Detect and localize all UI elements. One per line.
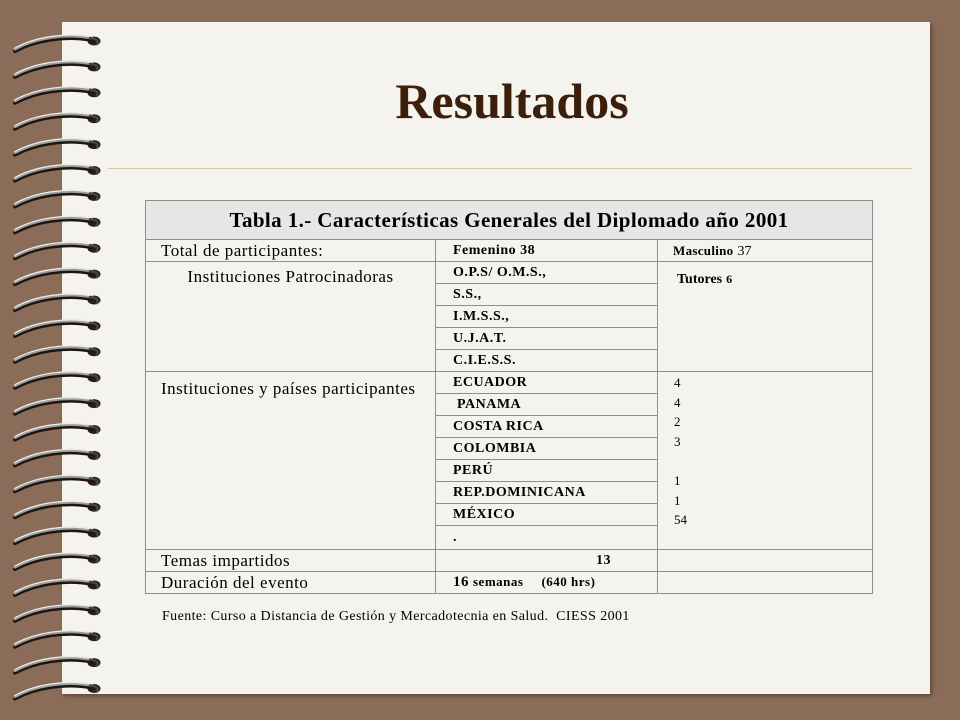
male-label: Masculino (673, 242, 734, 258)
spiral-coil (15, 139, 101, 155)
male-value: 37 (737, 243, 752, 259)
spiral-coil (15, 605, 101, 621)
country-item: COSTA RICA (436, 416, 658, 438)
female-count-cell (436, 240, 658, 262)
sponsor-item: I.M.S.S., (436, 306, 658, 328)
country-count: 54 (674, 512, 687, 528)
spiral-coil (15, 553, 101, 569)
spiral-coil (15, 268, 101, 284)
results-table (145, 200, 873, 594)
topics-value: 13 (436, 550, 658, 572)
table-row-topics (146, 550, 873, 572)
topics-label: Temas impartidos (146, 550, 436, 572)
spiral-coil (15, 579, 101, 595)
spiral-coil (15, 216, 101, 232)
spiral-coil (15, 35, 101, 51)
empty-cell (658, 572, 873, 594)
tutors-label: Tutores (677, 272, 723, 287)
country-count: 3 (674, 433, 681, 449)
spiral-coil (15, 501, 101, 517)
sponsor-item: O.P.S/ O.M.S., (436, 262, 658, 284)
country-item: PERÚ (436, 460, 658, 482)
spiral-coil (15, 398, 101, 414)
male-count-cell (658, 240, 873, 262)
spiral-coil (15, 475, 101, 491)
country-count: 1 (674, 472, 681, 488)
country-item: MÉXICO (436, 504, 658, 526)
countries-label: Instituciones y países participantes (146, 372, 436, 550)
table-caption: Tabla 1.- Características Generales del Diplomado año 2001 (146, 201, 873, 240)
spiral-binding (0, 0, 112, 720)
sponsor-item: S.S., (436, 284, 658, 306)
country-count: 4 (674, 375, 681, 390)
spiral-coil (15, 449, 101, 465)
spiral-coil (15, 61, 101, 77)
spiral-coil (15, 242, 101, 258)
country-item: PANAMA (436, 394, 658, 416)
sponsor-item: C.I.E.S.S. (436, 350, 658, 372)
duration-label: Duración del evento (146, 572, 436, 594)
table-header-row (146, 201, 873, 240)
count-gap (674, 451, 872, 471)
country-count: 2 (674, 414, 681, 430)
country-item: ECUADOR (436, 372, 658, 394)
spiral-coil (15, 190, 101, 206)
duration-value-cell (436, 572, 658, 594)
title-divider (108, 168, 912, 169)
spiral-coil (15, 320, 101, 336)
spiral-coil (15, 683, 101, 699)
spiral-coil (15, 113, 101, 129)
sponsors-label: Instituciones Patrocinadoras (146, 262, 436, 372)
spiral-coil (15, 631, 101, 647)
table-row-duration (146, 572, 873, 594)
tutors-value: 6 (726, 272, 733, 286)
slide-title: Resultados (395, 73, 629, 129)
country-count: 1 (674, 492, 681, 508)
participants-label: Total de participantes: (146, 240, 436, 262)
empty-cell (658, 550, 873, 572)
country-item: REP.DOMINICANA (436, 482, 658, 504)
spiral-coil (15, 165, 101, 181)
spiral-coil (15, 294, 101, 310)
spiral-coil (15, 527, 101, 543)
spiral-coil (15, 372, 101, 388)
duration-weeks-unit: semanas (473, 574, 524, 589)
country-counts-cell (658, 372, 873, 550)
duration-weeks-value: 16 (453, 574, 469, 590)
spiral-coil (15, 424, 101, 440)
country-item: COLOMBIA (436, 438, 658, 460)
female-label: Femenino (453, 242, 517, 258)
table-row-sponsors (146, 262, 873, 284)
source-footnote: Fuente: Curso a Distancia de Gestión y Mercadotecnia en Salud. CIESS 2001 (162, 609, 630, 624)
sponsor-item: U.J.A.T. (436, 328, 658, 350)
duration-hours: (640 hrs) (541, 574, 596, 589)
spiral-coil (15, 657, 101, 673)
spiral-coil (15, 346, 101, 362)
spiral-coil (15, 87, 101, 103)
tutors-cell (658, 262, 873, 372)
country-item: . (436, 526, 658, 550)
table-row-participants (146, 240, 873, 262)
country-count: 4 (674, 394, 681, 410)
table-row-countries (146, 372, 873, 394)
female-value: 38 (520, 242, 536, 258)
